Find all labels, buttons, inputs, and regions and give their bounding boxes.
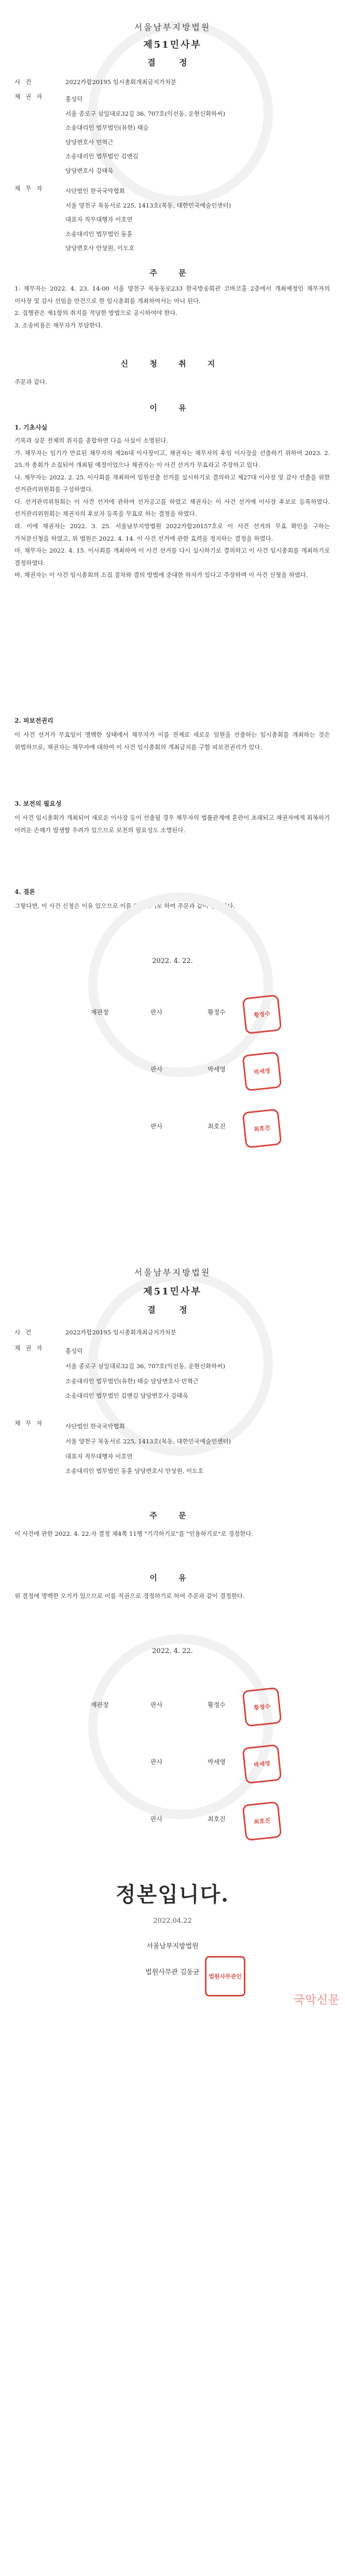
- facts-body: [15, 435, 330, 582]
- applicant-label: 채권자: [15, 93, 48, 100]
- judge-position: 판사: [150, 1758, 163, 1766]
- judge-name: 박세영: [208, 1066, 226, 1073]
- judge-position: 판사: [150, 1815, 163, 1823]
- applicant-block: [15, 1344, 331, 1416]
- facts-paragraph: 가. 채무자는 임기가 만료된 채무자의 제26대 이사장이고, 채권자는 채무자의 후임 이사장을 선출하기 위하여 2023. 2. 25.자 총회가 소집되어 개최될 예정이었으나 채권자는 이 사건 선거가 무효라고 주장하고 있다.: [15, 449, 330, 469]
- judge-name: 황정수: [208, 1009, 226, 1016]
- decision-date: 2022. 4. 22.: [152, 957, 193, 965]
- respondent-line: 사단법인 한국국악협회: [65, 1423, 125, 1430]
- applicant-lines: [65, 1344, 330, 1403]
- court-name: 서울남부지방법원: [134, 1268, 211, 1277]
- judge-row: [0, 1678, 345, 1735]
- judge-seal: 최호진: [242, 1801, 282, 1841]
- facts-heading: 1. 기초사실: [15, 424, 48, 431]
- reason-text: 위 결정에 명백한 오기가 있으므로 이를 직권으로 경정하기로 하여 주문과 같이 결정한다.: [15, 1592, 245, 1600]
- respondent-lines: [65, 1419, 330, 1479]
- facts-paragraph: 바. 채권자는 이 사건 임시총회의 소집 절차와 결의 방법에 중대한 하자가 있다고 주장하며 이 사건 신청을 하였다.: [15, 571, 308, 579]
- newspaper-watermark: 국악신문: [293, 1993, 340, 2007]
- applicant-block: [15, 92, 331, 181]
- respondent-line: 대표자 직무대행자 이호연: [65, 216, 133, 224]
- order-item: 3. 소송비용은 채무자가 부담한다.: [15, 321, 103, 329]
- judge-position: 판사: [150, 1009, 163, 1016]
- respondent-block: [15, 184, 331, 257]
- case-label: 사건: [15, 1329, 37, 1336]
- case-value: 2022카합20195 임시총회개최금지가처분: [65, 78, 176, 86]
- applicant-label: 채권자: [15, 1344, 48, 1352]
- respondent-line: 서울 양천구 목동서로 225, 1413호(목동, 대한민국예술인센터): [65, 201, 231, 209]
- facts-paragraph: 다. 선거관리위원회는 이 사건 선거에 관하여 선거공고를 하였고 채권자는 이 사건 선거에 이사장 후보로 등록하였다. 선거관리위원회는 채권자의 후보자 등록을 무효로 하는 결정을 하였다.: [15, 498, 330, 518]
- applicant-lines: [65, 92, 330, 178]
- conclusion-heading: 4. 결론: [15, 888, 35, 896]
- facts-paragraph: 마. 채무자는 2022. 4. 15. 이사회를 개최하여 이 사건 선거를 다시 실시하기로 결의하고 이 사건 임시총회를 개최하기로 결정하였다.: [15, 547, 330, 567]
- facts-intro: 기록과 심문 전체의 취지를 종합하면 다음 사실이 소명된다.: [15, 437, 168, 444]
- applicant-line: 홍성덕: [65, 1347, 83, 1355]
- order-item: 2. 집행관은 제1항의 취지를 적당한 방법으로 공시하여야 한다.: [15, 309, 178, 317]
- copy-date: 2022.04.22: [153, 1917, 192, 1925]
- conclusion-text: 그렇다면, 이 사건 신청은 이유 있으므로 이를 인용하기로 하여 주문과 같이 결정한다.: [15, 902, 236, 910]
- court-name: 서울남부지방법원: [134, 22, 211, 32]
- applicant-line: 담당변호사 강태욱: [65, 167, 114, 174]
- respondent-line: 대표자 직무대행자 이호연: [65, 1452, 133, 1460]
- applicant-line: 담당변호사 민혁근: [65, 138, 114, 146]
- order-heading: 주 문: [149, 1511, 196, 1520]
- judge-name: 최호진: [208, 1815, 226, 1823]
- applicant-line: 소송대리인 법무법인 김앤김: [65, 153, 139, 160]
- clerk-name: 법원사무관 김동균: [145, 1968, 200, 1976]
- respondent-label: 채무자: [15, 1420, 48, 1427]
- necessity-text: 이 사건 임시총회가 개최되어 새로운 이사장 등이 선출될 경우 채무자의 법률관계에 혼란이 초래되고 채권자에게 회복하기 어려운 손해가 발생할 우려가 있으므로 보전의 필요성도 소명된다.: [15, 814, 330, 834]
- order-items: [15, 283, 330, 332]
- decision-page-2: [0, 1240, 345, 2576]
- reason-heading: 이 유: [149, 1573, 196, 1582]
- judge-row: [0, 986, 345, 1043]
- judge-seal: 박세영: [242, 1744, 282, 1784]
- judge-role: 재판장: [91, 1009, 109, 1016]
- reason-heading: 이 유: [149, 403, 196, 412]
- judge-name: 황정수: [208, 1701, 226, 1709]
- judge-row: [0, 1100, 345, 1157]
- document-type: 결 정: [147, 58, 198, 67]
- judge-position: 판사: [150, 1701, 163, 1709]
- case-value: 2022카합20195 임시총회개최금지가처분: [65, 1329, 176, 1336]
- judge-role: 재판장: [91, 1701, 109, 1709]
- preserve-heading: 2. 피보전권리: [15, 717, 53, 724]
- respondent-line: 서울 양천구 목동서로 225, 1413호(목동, 대한민국예술인센터): [65, 1437, 231, 1445]
- decision-page-1: [0, 0, 345, 1240]
- respondent-line: 소송대리인 법무법인 동훈: [65, 230, 133, 238]
- decision-date: 2022. 4. 22.: [152, 1647, 193, 1655]
- judge-seal: 황정수: [242, 1687, 282, 1727]
- applicant-line: 서울 종로구 삼일대로32길 36, 707호(익선동, 운현신화하씨): [65, 109, 225, 117]
- applicant-line: 홍성덕: [65, 95, 83, 103]
- judge-position: 판사: [150, 1066, 163, 1073]
- document-type: 결 정: [147, 1305, 198, 1315]
- order-heading: 주 문: [149, 268, 196, 278]
- judge-seal: 박세영: [242, 1052, 282, 1092]
- respondent-block: [15, 1419, 331, 1492]
- respondent-lines: [65, 184, 330, 256]
- order-item: 1. 채무자는 2022. 4. 23. 14:00 서울 양천구 목동동로233 한국방송회관 코바코홀 2층에서 개최예정인 채무자의 이사장 및 감사 선임을 안건으로 한 임시총회를 개최하여서는 아니 된다.: [15, 285, 330, 305]
- judge-row: [0, 1793, 345, 1850]
- clerk-seal: 법원사무관인: [205, 1956, 245, 1996]
- claim-text: 주문과 같다.: [15, 378, 47, 385]
- applicant-line: 소송대리인 법무법인(유한) 태승: [65, 124, 149, 132]
- certified-copy-mark: 정본입니다.: [115, 1882, 230, 1907]
- order-text: 이 사건에 관한 2022. 4. 22.자 결정 제4쪽 11행 "기각하기로"를 "인용하기로"로 경정한다.: [15, 1530, 254, 1537]
- facts-paragraph: 나. 채무자는 2022. 2. 25. 이사회를 개최하여 임원선출 선거를 실시하기로 결의하고 제27대 이사장 및 감사 선출을 위한 선거관리위원회를 구성하였다.: [15, 473, 330, 493]
- copy-court: 서울남부지방법원: [146, 1943, 199, 1950]
- preserve-text: 이 사건 선거가 무효임이 명백한 상태에서 채무자가 이를 전제로 새로운 임원을 선출하는 임시총회를 개최하는 것은 위법하므로, 채권자는 채무자에 대하여 이 사건 임시총회의 개최금지를 구할 피보전권리가 있다.: [15, 731, 330, 751]
- judge-position: 판사: [150, 1123, 163, 1130]
- applicant-line: 서울 종로구 삼일대로32길 36, 707호(익선동, 운현신화하씨): [65, 1362, 225, 1370]
- respondent-line: 사단법인 한국국악협회: [65, 187, 125, 195]
- judge-row: [0, 1043, 345, 1100]
- necessity-heading: 3. 보전의 필요성: [15, 800, 62, 807]
- facts-paragraph: 라. 이에 채권자는 2022. 3. 25. 서울남부지방법원 2022카합20157호로 이 사건 선거의 무효 확인을 구하는 가처분신청을 하였고, 위 법원은 2022. 4. 14. 이 사건 선거에 관한 효력을 정지하는 결정을 하였다.: [15, 522, 330, 542]
- judge-row: [0, 1735, 345, 1793]
- respondent-line: 담당변호사 안상원, 이도호: [65, 244, 135, 252]
- applicant-line: 소송대리인 법무법인 김앤김 담당변호사 강태욱: [65, 1392, 188, 1400]
- applicant-line: 소송대리인 법무법인(유한) 태승 담당변호사 민혁근: [65, 1377, 199, 1385]
- respondent-line: 소송대리인 법무법인 동훈 담당변호사 안상원, 이도호: [65, 1467, 204, 1475]
- judge-name: 박세영: [208, 1758, 226, 1766]
- judge-seal: 최호진: [242, 1109, 282, 1149]
- division-name: 제51민사부: [143, 39, 202, 50]
- judge-name: 최호진: [208, 1123, 226, 1130]
- judge-seal: 황정수: [242, 995, 282, 1035]
- claim-heading: 신 청 취 지: [120, 359, 225, 368]
- case-label: 사건: [15, 78, 37, 86]
- respondent-label: 채무자: [15, 185, 48, 192]
- division-name: 제51민사부: [143, 1286, 202, 1297]
